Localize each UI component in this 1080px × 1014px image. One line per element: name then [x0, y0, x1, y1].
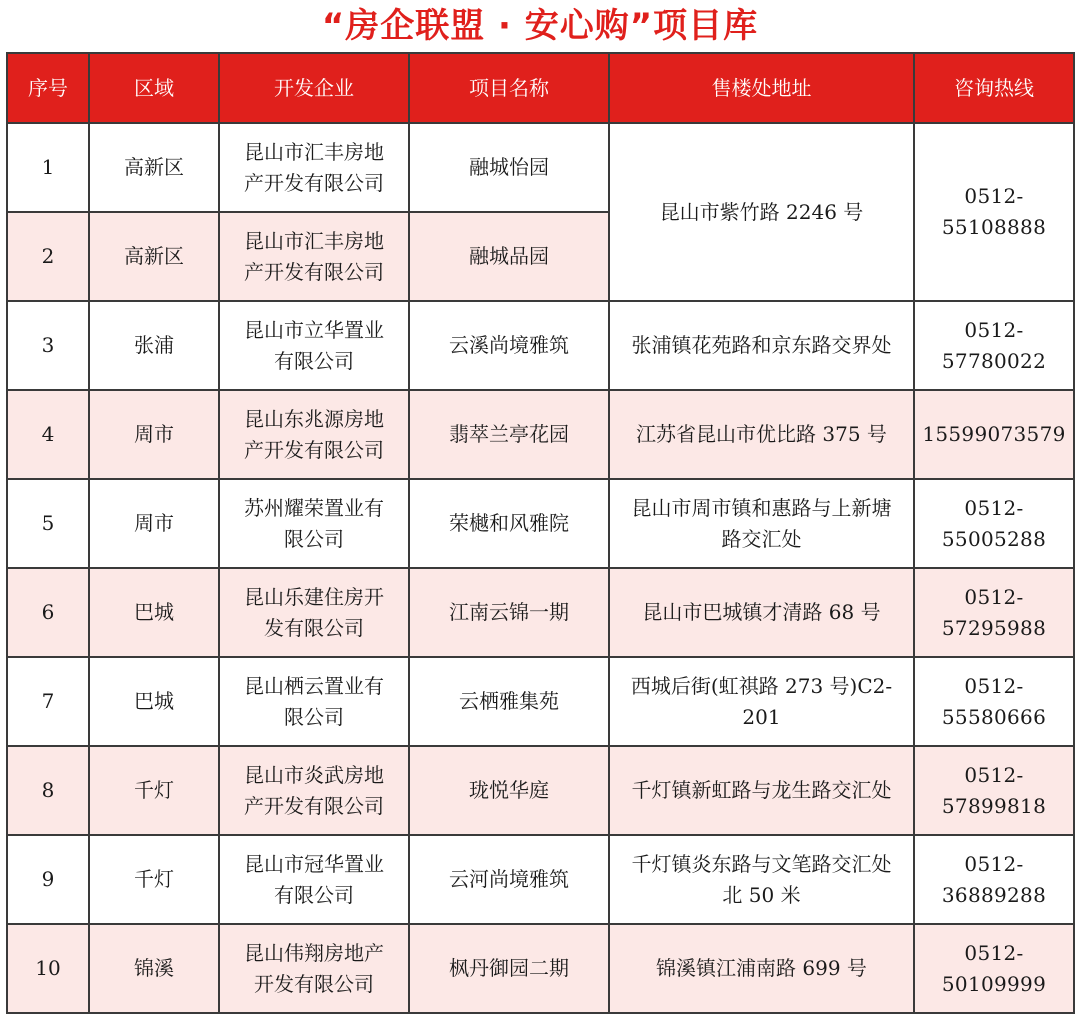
cell-address-line: 张浦镇花苑路和京东路交界处 — [631, 333, 892, 357]
cell-area: 巴城 — [89, 568, 219, 657]
cell-developer-line: 昆山伟翔房地产 — [244, 940, 384, 965]
cell-address — [609, 390, 914, 479]
cell-developer — [219, 568, 409, 657]
cell-project: 江南云锦一期 — [409, 568, 609, 657]
cell-index: 9 — [7, 835, 89, 924]
cell-developer — [219, 746, 409, 835]
cell-phone: 0512-50109999 — [914, 924, 1074, 1013]
cell-area: 高新区 — [89, 123, 219, 212]
cell-phone: 0512-36889288 — [914, 835, 1074, 924]
project-table — [6, 52, 1075, 1014]
cell-developer — [219, 657, 409, 746]
cell-area: 巴城 — [89, 657, 219, 746]
cell-developer — [219, 212, 409, 301]
cell-developer-line: 有限公司 — [274, 348, 354, 373]
table-row — [7, 924, 1074, 1013]
cell-address — [609, 123, 914, 301]
cell-area: 千灯 — [89, 835, 219, 924]
cell-developer-line: 昆山市立华置业 — [244, 317, 384, 342]
cell-address-line: 千灯镇新虹路与龙生路交汇处 — [631, 778, 892, 802]
cell-developer-line: 昆山市汇丰房地 — [244, 139, 384, 164]
cell-developer-line: 产开发有限公司 — [244, 793, 384, 818]
cell-project: 融城怡园 — [409, 123, 609, 212]
header-index: 序号 — [7, 53, 89, 123]
cell-project: 云河尚境雅筑 — [409, 835, 609, 924]
table-row — [7, 479, 1074, 568]
table-header-row — [7, 53, 1074, 123]
cell-index: 6 — [7, 568, 89, 657]
cell-address — [609, 746, 914, 835]
cell-developer-line: 产开发有限公司 — [244, 259, 384, 284]
cell-area: 周市 — [89, 390, 219, 479]
cell-address-line: 昆山市周市镇和惠路与上新塘 — [631, 495, 892, 520]
cell-index: 3 — [7, 301, 89, 390]
cell-address-line: 路交汇处 — [721, 526, 802, 551]
cell-project: 荣樾和风雅院 — [409, 479, 609, 568]
cell-developer-line: 限公司 — [284, 704, 344, 729]
cell-developer — [219, 835, 409, 924]
cell-index: 4 — [7, 390, 89, 479]
cell-developer-line: 昆山市冠华置业 — [244, 851, 384, 876]
cell-developer — [219, 123, 409, 212]
cell-developer-line: 限公司 — [284, 526, 344, 551]
header-phone: 咨询热线 — [914, 53, 1074, 123]
cell-project: 云栖雅集苑 — [409, 657, 609, 746]
cell-developer-line: 产开发有限公司 — [244, 437, 384, 462]
cell-address-line: 锦溪镇江浦南路 699 号 — [656, 956, 867, 980]
cell-developer — [219, 390, 409, 479]
cell-developer — [219, 924, 409, 1013]
cell-area: 张浦 — [89, 301, 219, 390]
cell-area: 锦溪 — [89, 924, 219, 1013]
cell-developer-line: 昆山东兆源房地 — [244, 406, 384, 431]
cell-phone: 0512-55580666 — [914, 657, 1074, 746]
cell-address — [609, 657, 914, 746]
table-row — [7, 746, 1074, 835]
cell-project: 枫丹御园二期 — [409, 924, 609, 1013]
cell-developer-line: 开发有限公司 — [254, 971, 374, 996]
cell-phone: 15599073579 — [914, 390, 1074, 479]
header-address: 售楼处地址 — [609, 53, 914, 123]
cell-address-line: 北 50 米 — [722, 882, 801, 907]
cell-address-line: 江苏省昆山市优比路 375 号 — [636, 422, 887, 446]
cell-developer — [219, 479, 409, 568]
table-row — [7, 390, 1074, 479]
cell-project: 珑悦华庭 — [409, 746, 609, 835]
cell-developer-line: 产开发有限公司 — [244, 170, 384, 195]
cell-address — [609, 924, 914, 1013]
table-row — [7, 301, 1074, 390]
cell-index: 5 — [7, 479, 89, 568]
cell-address — [609, 479, 914, 568]
cell-phone: 0512-57295988 — [914, 568, 1074, 657]
cell-phone: 0512-55005288 — [914, 479, 1074, 568]
cell-developer — [219, 301, 409, 390]
cell-phone: 0512-57780022 — [914, 301, 1074, 390]
cell-developer-line: 昆山栖云置业有 — [244, 673, 384, 698]
header-project: 项目名称 — [409, 53, 609, 123]
cell-index: 7 — [7, 657, 89, 746]
cell-project: 翡萃兰亭花园 — [409, 390, 609, 479]
cell-index: 8 — [7, 746, 89, 835]
cell-address-line: 西城后街(虹祺路 273 号)C2-201 — [630, 673, 893, 729]
cell-project: 融城品园 — [409, 212, 609, 301]
table-row — [7, 568, 1074, 657]
header-area: 区域 — [89, 53, 219, 123]
cell-developer-line: 有限公司 — [274, 882, 354, 907]
cell-developer-line: 昆山乐建住房开 — [244, 584, 384, 609]
cell-area: 高新区 — [89, 212, 219, 301]
cell-address — [609, 568, 914, 657]
cell-area: 周市 — [89, 479, 219, 568]
cell-phone: 0512-57899818 — [914, 746, 1074, 835]
table-row — [7, 657, 1074, 746]
table-row — [7, 835, 1074, 924]
page-title: “房企联盟 · 安心购”项目库 — [321, 6, 759, 46]
cell-address-line: 昆山市紫竹路 2246 号 — [659, 199, 864, 224]
cell-index: 2 — [7, 212, 89, 301]
cell-area: 千灯 — [89, 746, 219, 835]
table-row — [7, 123, 1074, 212]
cell-address-line: 昆山市巴城镇才清路 68 号 — [642, 600, 881, 624]
cell-developer-line: 苏州耀荣置业有 — [244, 495, 384, 520]
cell-project: 云溪尚境雅筑 — [409, 301, 609, 390]
cell-developer-line: 发有限公司 — [264, 615, 364, 640]
cell-address — [609, 835, 914, 924]
cell-index: 10 — [7, 924, 89, 1013]
cell-address — [609, 301, 914, 390]
cell-address-line: 千灯镇炎东路与文笔路交汇处 — [631, 851, 892, 876]
cell-index: 1 — [7, 123, 89, 212]
cell-developer-line: 昆山市汇丰房地 — [244, 228, 384, 253]
header-developer: 开发企业 — [219, 53, 409, 123]
cell-phone: 0512-55108888 — [914, 123, 1074, 301]
cell-developer-line: 昆山市炎武房地 — [244, 762, 384, 787]
